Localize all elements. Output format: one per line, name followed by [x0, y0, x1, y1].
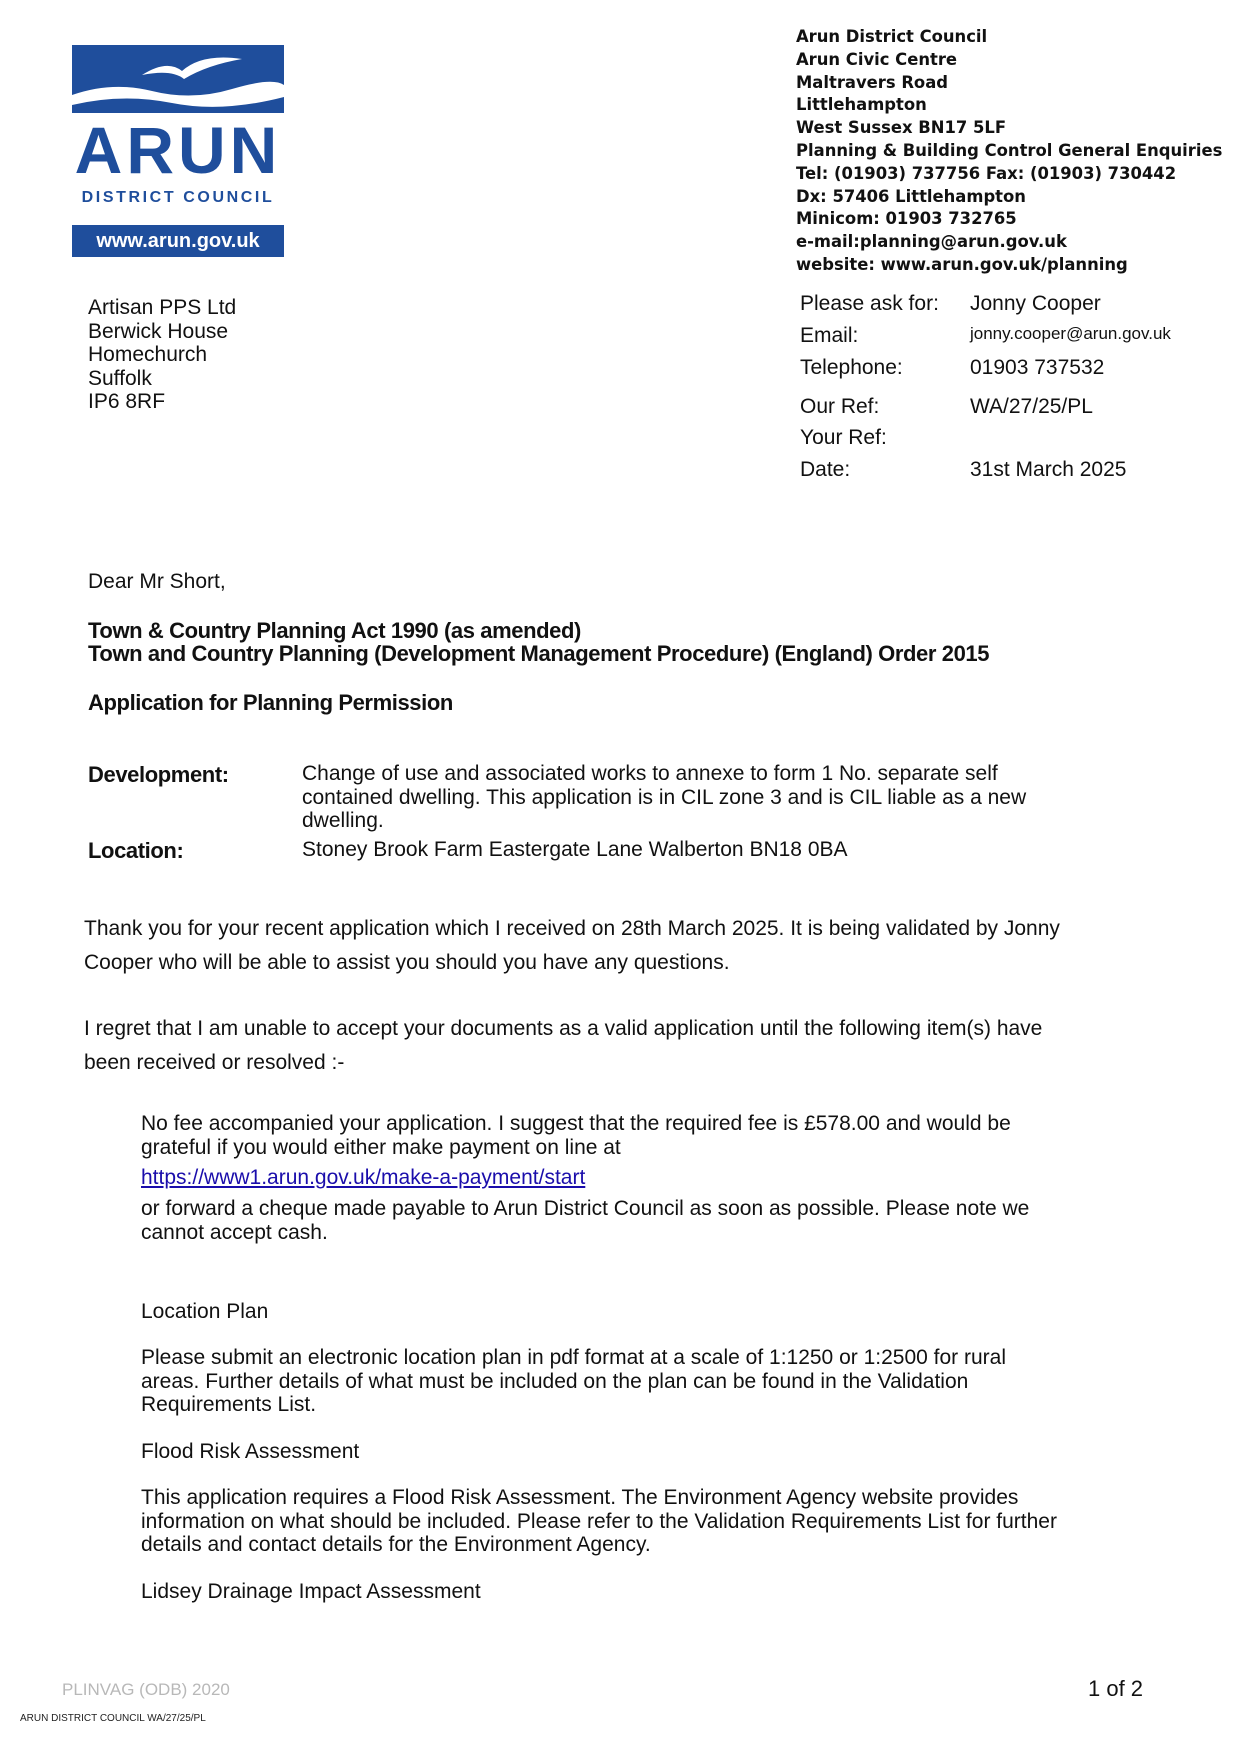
council-logo: [72, 45, 284, 257]
address-line: West Sussex BN17 5LF: [796, 118, 1007, 138]
development-line: dwelling.: [302, 809, 384, 832]
fee-line: No fee accompanied your application. I suggest that the required fee is £578.00 and would be: [141, 1112, 1011, 1135]
recipient-address: [88, 296, 236, 414]
paragraph-line: Cooper who will be able to assist you should you have any questions.: [84, 951, 730, 974]
location-plan-text: [141, 1346, 1006, 1417]
location-label: Location:: [88, 838, 184, 863]
location-plan-title: Location Plan: [141, 1300, 269, 1323]
telephone-label: Telephone:: [800, 356, 903, 379]
logo-subtitle: DISTRICT COUNCIL: [81, 189, 275, 206]
application-title: Application for Planning Permission: [88, 690, 453, 715]
council-address: [796, 26, 1236, 277]
act-heading-2: Town and Country Planning (Development Management Procedure) (England) Order 2015: [88, 641, 990, 666]
paragraph-line: This application requires a Flood Risk Assessment. The Environment Agency website provides: [141, 1486, 1019, 1509]
date-value: 31st March 2025: [970, 458, 1127, 481]
address-line: Arun Civic Centre: [796, 49, 958, 69]
email-value[interactable]: jonny.cooper@arun.gov.uk: [970, 324, 1171, 343]
address-line: Maltravers Road: [796, 72, 948, 92]
fee-line: grateful if you would either make payment on line at: [141, 1135, 621, 1159]
recipient-line: Berwick House: [88, 319, 229, 343]
development-description: [302, 762, 1026, 833]
lidsey-title: Lidsey Drainage Impact Assessment: [141, 1580, 481, 1603]
telephone-value: 01903 737532: [970, 356, 1105, 379]
logo-banner: [72, 45, 284, 113]
paragraph-line: Please submit an electronic location plan in pdf format at a scale of 1:1250 or 1:2500 for rural: [141, 1346, 1006, 1369]
paragraph-line: areas. Further details of what must be included on the plan can be found in the Validation: [141, 1369, 969, 1393]
address-line: Dx: 57406 Littlehampton: [796, 186, 1026, 206]
address-line: Littlehampton: [796, 95, 927, 115]
paragraph-line: information on what should be included. Please refer to the Validation Requirements List for further: [141, 1509, 1057, 1533]
development-line: Change of use and associated works to annexe to form 1 No. separate self: [302, 762, 998, 785]
date-label: Date:: [800, 458, 851, 481]
our-ref-value: WA/27/25/PL: [970, 395, 1093, 418]
development-line: contained dwelling. This application is in CIL zone 3 and is CIL liable as a new: [302, 785, 1027, 809]
requirements-paragraph: [84, 1012, 1042, 1080]
development-label: Development:: [88, 762, 229, 787]
logo-url[interactable]: www.arun.gov.uk: [72, 225, 284, 257]
paragraph-line: Thank you for your recent application which I received on 28th March 2025. It is being validated by Jonny: [84, 917, 1060, 940]
fee-text: [141, 1112, 1011, 1159]
our-ref-label: Our Ref:: [800, 395, 880, 418]
address-line: Planning & Building Control General Enquiries: [796, 140, 1223, 160]
fee-line: or forward a cheque made payable to Arun District Council as soon as possible. Please note we: [141, 1197, 1030, 1220]
flood-risk-text: [141, 1486, 1057, 1557]
ask-for-value: Jonny Cooper: [970, 292, 1101, 315]
paragraph-line: Requirements List.: [141, 1393, 317, 1416]
seagull-waves-icon: [72, 45, 284, 113]
ask-for-label: Please ask for:: [800, 292, 939, 315]
email-label: Email:: [800, 324, 859, 347]
logo-wordmark: ARUN: [74, 113, 282, 187]
act-heading-1: Town & Country Planning Act 1990 (as amended): [88, 618, 581, 643]
address-line: Tel: (01903) 737756 Fax: (01903) 730442: [796, 163, 1177, 183]
paragraph-line: been received or resolved :-: [84, 1051, 345, 1074]
address-line: Minicom: 01903 732765: [796, 209, 1017, 229]
recipient-line: Suffolk: [88, 366, 152, 390]
recipient-line: IP6 8RF: [88, 390, 166, 413]
paragraph-line: I regret that I am unable to accept your documents as a valid application until the following item(s) have: [84, 1017, 1043, 1040]
flood-risk-title: Flood Risk Assessment: [141, 1440, 360, 1463]
location-value: Stoney Brook Farm Eastergate Lane Walberton BN18 0BA: [302, 838, 848, 861]
page-number: 1 of 2: [1088, 1676, 1144, 1701]
your-ref-label: Your Ref:: [800, 426, 887, 449]
recipient-line: Homechurch: [88, 343, 208, 366]
address-line[interactable]: website: www.arun.gov.uk/planning: [796, 254, 1128, 274]
address-line: Arun District Council: [796, 27, 988, 46]
intro-paragraph: [84, 912, 1060, 980]
payment-link[interactable]: https://www1.arun.gov.uk/make-a-payment/start: [141, 1166, 586, 1189]
paragraph-line: details and contact details for the Environment Agency.: [141, 1533, 651, 1556]
footer-reference: ARUN DISTRICT COUNCIL WA/27/25/PL: [20, 1713, 206, 1724]
address-line[interactable]: e-mail:planning@arun.gov.uk: [796, 232, 1067, 252]
recipient-line: Artisan PPS Ltd: [88, 296, 237, 319]
fee-line: cannot accept cash.: [141, 1220, 328, 1244]
fee-after-text: [141, 1197, 1029, 1244]
form-code: PLINVAG (ODB) 2020: [62, 1680, 230, 1699]
salutation: Dear Mr Short,: [88, 570, 226, 593]
